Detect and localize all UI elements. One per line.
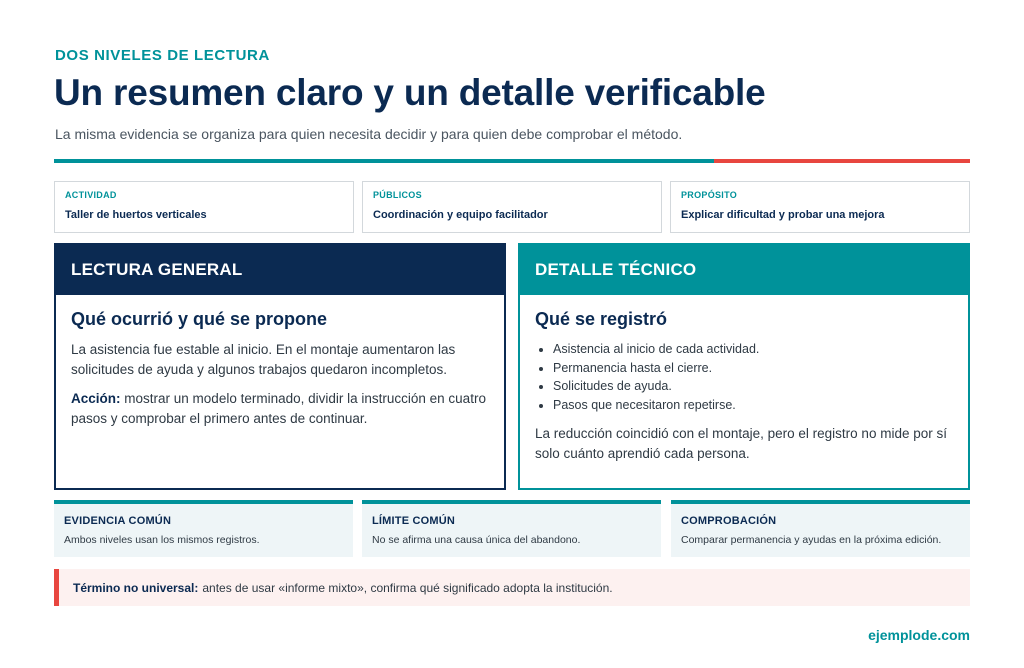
list-item: Pasos que necesitaron repetirse. [535,396,953,415]
meta-value: Taller de huertos verticales [65,209,207,221]
card-body [56,295,504,429]
meta-audiences [362,181,662,233]
warning-text: antes de usar «informe mixto», confirma qué significado adopta la institución. [202,580,613,595]
brand-link[interactable]: ejemplode.com [868,627,970,643]
card-technical-detail [518,243,970,490]
meta-label: PROPÓSITO [681,190,738,200]
warning-callout [54,569,970,606]
note-common-evidence [54,500,353,557]
list-item: Permanencia hasta el cierre. [535,359,953,378]
note-value: Comparar permanencia y ayudas en la próxima edición. [681,534,942,546]
card-heading: LECTURA GENERAL [56,245,504,295]
card-paragraph: La asistencia fue estable al inicio. En el montaje aumentaron las solicitudes de ayuda y algunos trabajos quedaron incompletos. [71,342,456,377]
meta-label: ACTIVIDAD [65,190,117,200]
page-subtitle: La misma evidencia se organiza para quien necesita decidir y para quien debe comprobar el método. [55,126,683,142]
card-heading: DETALLE TÉCNICO [520,245,968,295]
divider-red [714,159,970,163]
list-item: Solicitudes de ayuda. [535,377,953,396]
note-value: Ambos niveles usan los mismos registros. [64,534,260,546]
note-verification [671,500,970,557]
card-body [520,295,968,464]
warning-label: Término no universal: [73,580,199,595]
eyebrow: DOS NIVELES DE LECTURA [55,47,270,64]
card-title: Qué ocurrió y qué se propone [71,309,328,329]
note-label: LÍMITE COMÚN [372,515,456,527]
page-title: Un resumen claro y un detalle verificable [54,72,766,113]
note-label: COMPROBACIÓN [681,515,777,527]
record-list [535,340,953,415]
divider-teal [54,159,714,163]
meta-label: PÚBLICOS [373,190,422,200]
meta-purpose [670,181,970,233]
action-text: mostrar un modelo terminado, dividir la instrucción en cuatro pasos y comprobar el primero antes de continuar. [71,391,486,426]
action-label: Acción: [71,391,121,406]
divider-rule [54,159,970,163]
meta-value: Coordinación y equipo facilitador [373,209,548,221]
list-item: Asistencia al inicio de cada actividad. [535,340,953,359]
note-label: EVIDENCIA COMÚN [64,515,172,527]
action-paragraph [71,389,489,429]
card-general-reading [54,243,506,490]
card-title: Qué se registró [535,309,668,329]
note-common-limit [362,500,661,557]
note-value: No se afirma una causa única del abandono. [372,534,581,546]
meta-value: Explicar dificultad y probar una mejora [681,209,885,221]
card-paragraph: La reducción coincidió con el montaje, pero el registro no mide por sí solo cuánto aprendió cada persona. [535,425,947,461]
meta-activity [54,181,354,233]
